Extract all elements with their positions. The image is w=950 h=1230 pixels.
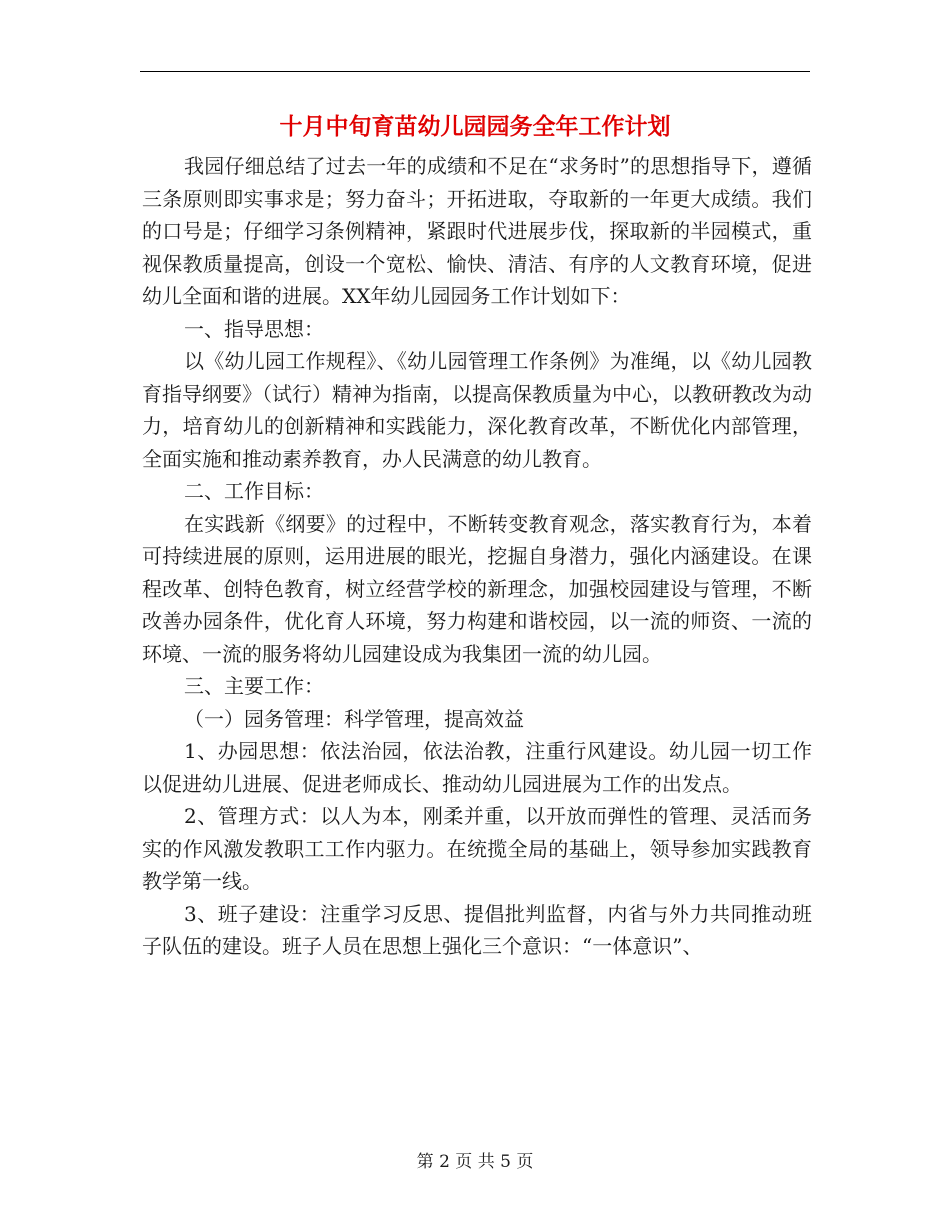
item-3-paragraph: 3、班子建设：注重学习反思、提倡批判监督，内省与外力共同推动班子队伍的建设。班子人员在思想上强化三个意识：“一体意识”、	[142, 901, 812, 958]
subsection-heading-management: （一）园务管理：科学管理，提高效益	[184, 706, 524, 731]
section-heading-main-work: 三、主要工作：	[184, 674, 324, 698]
section-heading-guiding-thought: 一、指导思想：	[184, 316, 324, 341]
guiding-thought-paragraph: 以《幼儿园工作规程》、《幼儿园管理工作条例》为准绳，以《幼儿园教育指导纲要》（试行）精神为指南，以提高保教质量为中心，以教研教改为动力，培育幼儿的创新精神和实践能力，深化教育改革，不断优化内部管理，全面实施和推动素养教育，办人民满意的幼儿教育。	[142, 349, 812, 471]
section-heading-work-goals: 二、工作目标：	[184, 479, 324, 503]
document-body	[142, 150, 812, 963]
intro-paragraph: 我园仔细总结了过去一年的成绩和不足在“求务时”的思想指导下，遵循三条原则即实事求是；努力奋斗；开拓进取，夺取新的一年更大成绩。我们的口号是；仔细学习条例精神，紧跟时代进展步伐，探取新的半园模式，重视保教质量提高，创设一个宽松、愉快、清洁、有序的人文教育环境，促进幼儿全面和谐的进展。XX年幼儿园园务工作计划如下：	[142, 154, 812, 308]
item-2-paragraph: 2、管理方式：以人为本，刚柔并重，以开放而弹性的管理、灵活而务实的作风激发教职工工作内驱力。在统揽全局的基础上，领导参加实践教育教学第一线。	[142, 804, 812, 893]
item-1-paragraph: 1、办园思想：依法治园，依法治教，注重行风建设。幼儿园一切工作以促进幼儿进展、促进老师成长、推动幼儿园进展为工作的出发点。	[142, 739, 812, 796]
document-title: 十月中旬育苗幼儿园园务全年工作计划	[279, 113, 671, 140]
work-goals-paragraph: 在实践新《纲要》的过程中，不断转变教育观念，落实教育行为，本着可持续进展的原则，运用进展的眼光，挖掘自身潜力，强化内涵建设。在课程改革、创特色教育，树立经营学校的新理念，加强校园建设与管理，不断改善办园条件，优化育人环境，努力构建和谐校园，以一流的师资、一流的环境、一流的服务将幼儿园建设成为我集团一流的幼儿园。	[142, 511, 812, 666]
page-number-footer: 第 2 页 共 5 页	[416, 1152, 534, 1172]
header-rule	[140, 71, 810, 72]
